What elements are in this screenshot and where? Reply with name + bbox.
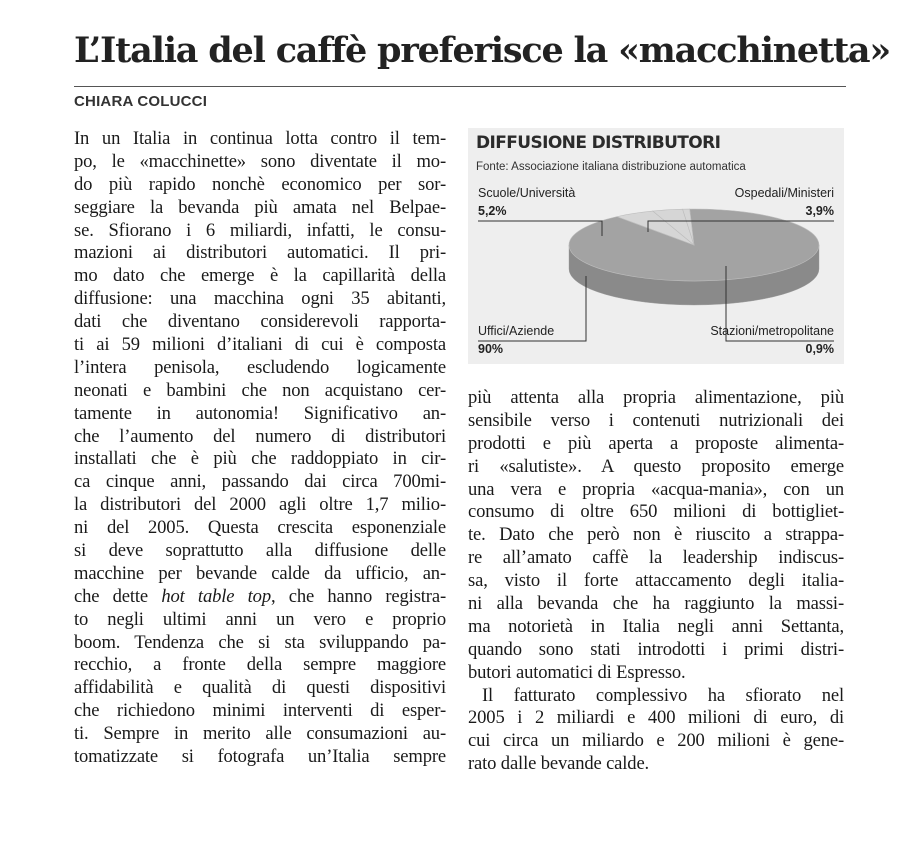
article-line: po, le «macchinette» sono diventate il mo- [74,150,446,172]
article-line: ni alla bevanda che ha raggiunto la massi- [468,593,844,615]
article-line: che l’aumento del numero di distributori [74,425,446,447]
article-line: 2005 i 2 miliardi e 400 milioni di euro, di [468,707,844,729]
article-line: sa, visto il forte attaccamento degli italia- [468,570,844,592]
article-line: ti. Sempre in merito alle consumazioni au- [74,723,446,745]
article-line: cui circa un miliardo e 200 milioni è gene- [468,730,844,752]
article-line: to negli ultimi anni un vero e proprio [74,608,446,630]
article-line: recchio, a fronte della sempre maggiore [74,654,446,676]
value-ospedali: 3,9% [805,204,834,218]
headline-rule [74,86,846,87]
article-line: macchine per bevande calde da ufficio, an- [74,562,446,584]
article-line: ca cinque anni, passando dai circa 700mi- [74,471,446,493]
article-line: ma notorietà in Italia negli anni Settanta, [468,615,844,637]
article-line: In un Italia in continua lotta contro il tem- [74,128,446,149]
value-uffici: 90% [478,342,504,356]
article-line: diffusione: una macchina ogni 35 abitanti, [74,288,446,310]
article-line: una vera e propria «acqua-mania», con un [468,478,844,500]
chart-source: Fonte: Associazione italiana distribuzione automatica [476,161,746,173]
author-byline: CHIARA COLUCCI [74,93,208,110]
headline: L’Italia del caffè preferisce la «macchinetta» [74,30,891,71]
article-line: do più rapido nonchè economico per sor- [74,173,446,195]
article-line: rato dalle bevande calde. [468,753,650,775]
article-line: che richiedono minimi interventi di esper- [74,700,446,722]
article-column-left [74,128,446,769]
article-line: la distributori del 2000 agli oltre 1,7 milio- [74,494,446,516]
label-stazioni: Stazioni/metropolitane [710,324,834,338]
article-line: Il fatturato complessivo ha sfiorato nel [482,684,844,706]
article-line: re all’amato caffè la leadership indiscus- [468,547,844,569]
article-line: più attenta alla propria alimentazione, più [468,387,844,408]
article-line: quando sono stati introdotti i primi distri- [468,638,844,660]
article-line: tamente in autonomia! Significativo an- [74,402,446,424]
article-line: dati che diventano considerevoli rapporta- [74,311,446,333]
article-line: affidabilità e qualità di questi dispositivi [74,677,446,699]
article-line: ri «salutiste». A questo proposito emerge [468,455,844,477]
article-line: prodotti e più aperta a proposte alimenta- [468,432,844,454]
article-text: , che hanno registra- [270,585,446,607]
article-line: seggiare la bevanda più amata nel Belpae- [74,196,446,218]
article-line: butori automatici di Espresso. [468,661,686,683]
article-line: te. Dato che però non è riuscito a strappa- [468,524,844,546]
chart-title: DIFFUSIONE DISTRIBUTORI [476,133,721,153]
label-scuole: Scuole/Università [478,186,576,200]
article-line: si deve soprattutto alla diffusione delle [74,540,446,562]
value-stazioni: 0,9% [805,342,834,356]
article-text: che dette [74,585,149,607]
article-line: sensibile verso i contenuti nutrizionali dei [468,409,844,431]
article-line: consumo di oltre 650 milioni di bottigliet- [468,501,844,523]
article-line: installati che è più che raddoppiato in cir- [74,448,446,470]
article-column-right [468,387,844,776]
article-line [74,586,446,609]
article-line: boom. Tendenza che si sta sviluppando pa- [74,631,446,653]
article-line: mo dato che emerge è la capillarità della [74,265,446,287]
article-line: l’intera penisola, escludendo logicamente [74,356,446,378]
article-line: ti ai 59 milioni d’italiani di cui è composta [74,334,446,356]
article-line: tomatizzate si fotografa un’Italia sempre [74,746,446,768]
article-line: ni del 2005. Questa crescita esponenziale [74,517,446,539]
article-line: neonati e bambini che non acquistano cer- [74,379,446,401]
pie-chart-box [468,128,844,364]
article-line: mazioni ai distributori automatici. Il pri- [74,242,446,264]
label-ospedali: Ospedali/Ministeri [734,186,834,200]
label-uffici: Uffici/Aziende [478,324,555,338]
value-scuole: 5,2% [478,204,507,218]
article-line: se. Sfiorano i 6 miliardi, infatti, le consu- [74,219,446,241]
italic-term: hot table top [161,585,271,607]
